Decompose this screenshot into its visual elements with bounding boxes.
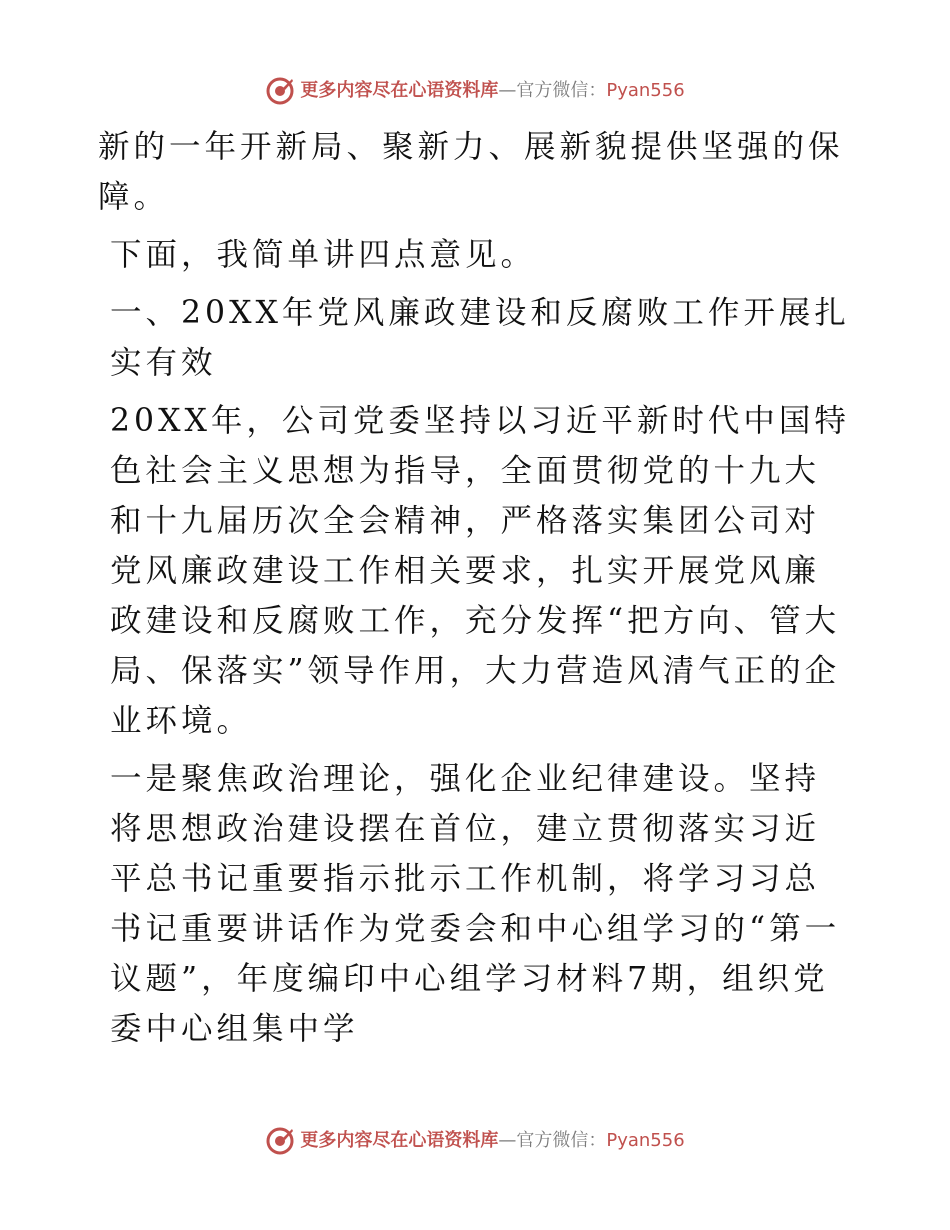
paragraph-summary: 20XX年，公司党委坚持以习近平新时代中国特色社会主义思想为指导，全面贯彻党的十九大和十九届历次全会精神，严格落实集团公司对党风廉政建设工作相关要求，扎实开展党风廉政建设和反腐败工作，充分发挥“把方向、管大局、保落实”领导作用，大力营造风清气正的企业环境。 [110, 403, 850, 739]
watermark-wechat-id: Pyan556 [606, 1130, 685, 1151]
watermark-separator: — [498, 1130, 517, 1151]
watermark-separator: — [498, 80, 517, 101]
watermark-wechat-id: Pyan556 [606, 80, 685, 101]
watermark-brand: 更多内容尽在心语资料库 [300, 1130, 499, 1151]
paragraph-intro: 下面，我简单讲四点意见。 [110, 237, 537, 273]
watermark-footer [0, 1126, 950, 1156]
section-heading: 一、20XX年党风廉政建设和反腐败工作开展扎实有效 [110, 295, 850, 381]
watermark-official: 官方微信： [516, 80, 607, 101]
watermark-brand: 更多内容尽在心语资料库 [300, 80, 499, 101]
brand-logo-icon [265, 1126, 295, 1156]
brand-logo-icon [265, 76, 295, 106]
watermark-official: 官方微信： [516, 1130, 607, 1151]
paragraph-continuation: 新的一年开新局、聚新力、展新貌提供坚强的保障。 [98, 129, 844, 215]
watermark-header [0, 76, 950, 106]
document-body [98, 122, 850, 1062]
paragraph-point-one: 一是聚焦政治理论，强化企业纪律建设。坚持将思想政治建设摆在首位，建立贯彻落实习近平总书记重要指示批示工作机制，将学习习总书记重要讲话作为党委会和中心组学习的“第一议题”，年度编印中心组学习材料7期，组织党委中心组集中学 [110, 761, 841, 1047]
